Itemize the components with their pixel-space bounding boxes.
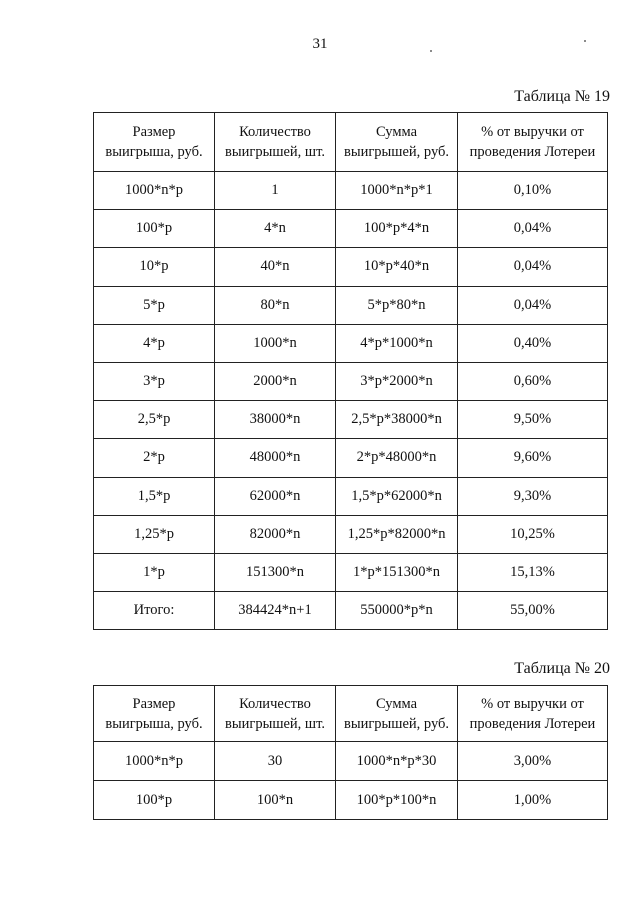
column-header-line: проведения Лотереи bbox=[469, 144, 596, 160]
table-cell: 100*p*4*n bbox=[336, 210, 458, 248]
column-header-line: Размер bbox=[132, 124, 176, 140]
table-cell: 0,40% bbox=[458, 324, 608, 362]
table-cell: 38000*n bbox=[215, 401, 336, 439]
table-row bbox=[94, 362, 608, 400]
table-cell: 4*p bbox=[94, 324, 215, 362]
table-cell: 5*p bbox=[94, 286, 215, 324]
table-cell: 2,5*p*38000*n bbox=[336, 401, 458, 439]
scan-speck bbox=[430, 50, 432, 52]
table-cell: 0,04% bbox=[458, 210, 608, 248]
column-header-line: выигрышей, шт. bbox=[225, 144, 325, 160]
column-header bbox=[336, 686, 458, 742]
column-header-line: Количество bbox=[239, 695, 311, 712]
table-cell: 0,04% bbox=[458, 286, 608, 324]
table-row bbox=[94, 742, 608, 781]
table-row bbox=[94, 248, 608, 286]
table-cell: 3*p bbox=[94, 362, 215, 400]
table-cell: 82000*n bbox=[215, 515, 336, 553]
table-cell: 100*p*100*n bbox=[336, 781, 458, 820]
table-cell: 0,04% bbox=[458, 248, 608, 286]
table-20-header-row bbox=[94, 686, 608, 742]
page-number: 31 bbox=[312, 36, 328, 52]
table-cell: 1,00% bbox=[458, 781, 608, 820]
table-20 bbox=[93, 685, 608, 820]
table-row bbox=[94, 439, 608, 477]
table-cell: 100*n bbox=[215, 781, 336, 820]
table-row bbox=[94, 172, 608, 210]
column-header bbox=[458, 113, 608, 172]
column-header-line: % от выручки от bbox=[481, 695, 584, 712]
column-header-line: Сумма bbox=[375, 695, 418, 712]
table-cell: 48000*n bbox=[215, 439, 336, 477]
table-cell: 1000*n*p*1 bbox=[336, 172, 458, 210]
table-cell: 1000*n*p*30 bbox=[336, 742, 458, 781]
column-header-line: выигрышей, руб. bbox=[343, 715, 450, 732]
table-cell: 151300*n bbox=[215, 553, 336, 591]
table-cell: 384424*n+1 bbox=[215, 592, 336, 630]
table-row bbox=[94, 553, 608, 591]
table-cell: 1,25*p bbox=[94, 515, 215, 553]
column-header bbox=[215, 686, 336, 742]
table-cell: 100*p bbox=[94, 781, 215, 820]
column-header bbox=[215, 113, 336, 172]
column-header bbox=[94, 686, 215, 742]
column-header-line: выигрышей, шт. bbox=[225, 715, 325, 732]
table-cell: 1 bbox=[215, 172, 336, 210]
scan-speck bbox=[584, 40, 586, 42]
table-cell: 15,13% bbox=[458, 553, 608, 591]
table-cell: 9,30% bbox=[458, 477, 608, 515]
column-header-line: проведения Лотереи bbox=[469, 715, 596, 732]
table-cell: 3*p*2000*n bbox=[336, 362, 458, 400]
table-cell: 80*n bbox=[215, 286, 336, 324]
table-cell: 100*p bbox=[94, 210, 215, 248]
table-cell: 55,00% bbox=[458, 592, 608, 630]
column-header-line: Количество bbox=[239, 124, 311, 140]
table-cell: 5*p*80*n bbox=[336, 286, 458, 324]
table-cell: 10*p*40*n bbox=[336, 248, 458, 286]
column-header-line: Размер bbox=[132, 695, 176, 712]
table-20-caption: Таблица № 20 bbox=[514, 660, 610, 677]
table-cell: 0,10% bbox=[458, 172, 608, 210]
table-row bbox=[94, 477, 608, 515]
table-cell: 1000*n bbox=[215, 324, 336, 362]
table-cell: 30 bbox=[215, 742, 336, 781]
table-cell: 1*p*151300*n bbox=[336, 553, 458, 591]
column-header-line: выигрыша, руб. bbox=[105, 715, 203, 732]
table-cell: 550000*p*n bbox=[336, 592, 458, 630]
table-cell: 4*n bbox=[215, 210, 336, 248]
table-19-caption: Таблица № 19 bbox=[514, 88, 610, 105]
table-cell: 1,5*p bbox=[94, 477, 215, 515]
column-header-line: % от выручки от bbox=[481, 124, 584, 140]
table-cell: 9,60% bbox=[458, 439, 608, 477]
column-header bbox=[336, 113, 458, 172]
table-cell: 2*p*48000*n bbox=[336, 439, 458, 477]
table-cell: 1,25*p*82000*n bbox=[336, 515, 458, 553]
table-row bbox=[94, 210, 608, 248]
table-row bbox=[94, 515, 608, 553]
table-cell: 62000*n bbox=[215, 477, 336, 515]
table-cell: 1,5*p*62000*n bbox=[336, 477, 458, 515]
table-cell: 10*p bbox=[94, 248, 215, 286]
column-header bbox=[458, 686, 608, 742]
table-row bbox=[94, 781, 608, 820]
table-cell: 4*p*1000*n bbox=[336, 324, 458, 362]
table-cell: 2000*n bbox=[215, 362, 336, 400]
table-row bbox=[94, 401, 608, 439]
table-cell: 1000*n*p bbox=[94, 742, 215, 781]
column-header-line: выигрышей, руб. bbox=[343, 144, 450, 160]
table-row bbox=[94, 592, 608, 630]
table-cell: 1000*n*p bbox=[94, 172, 215, 210]
table-cell: 1*p bbox=[94, 553, 215, 591]
column-header-line: Сумма bbox=[375, 124, 418, 140]
table-cell: 0,60% bbox=[458, 362, 608, 400]
column-header bbox=[94, 113, 215, 172]
table-cell: 9,50% bbox=[458, 401, 608, 439]
table-cell: 2,5*p bbox=[94, 401, 215, 439]
table-row bbox=[94, 324, 608, 362]
table-row bbox=[94, 286, 608, 324]
table-cell: 40*n bbox=[215, 248, 336, 286]
table-cell: 2*p bbox=[94, 439, 215, 477]
table-19-header-row bbox=[94, 113, 608, 172]
table-cell: 10,25% bbox=[458, 515, 608, 553]
table-19 bbox=[93, 112, 608, 630]
table-cell: Итого: bbox=[94, 592, 215, 630]
table-cell: 3,00% bbox=[458, 742, 608, 781]
column-header-line: выигрыша, руб. bbox=[105, 144, 203, 160]
